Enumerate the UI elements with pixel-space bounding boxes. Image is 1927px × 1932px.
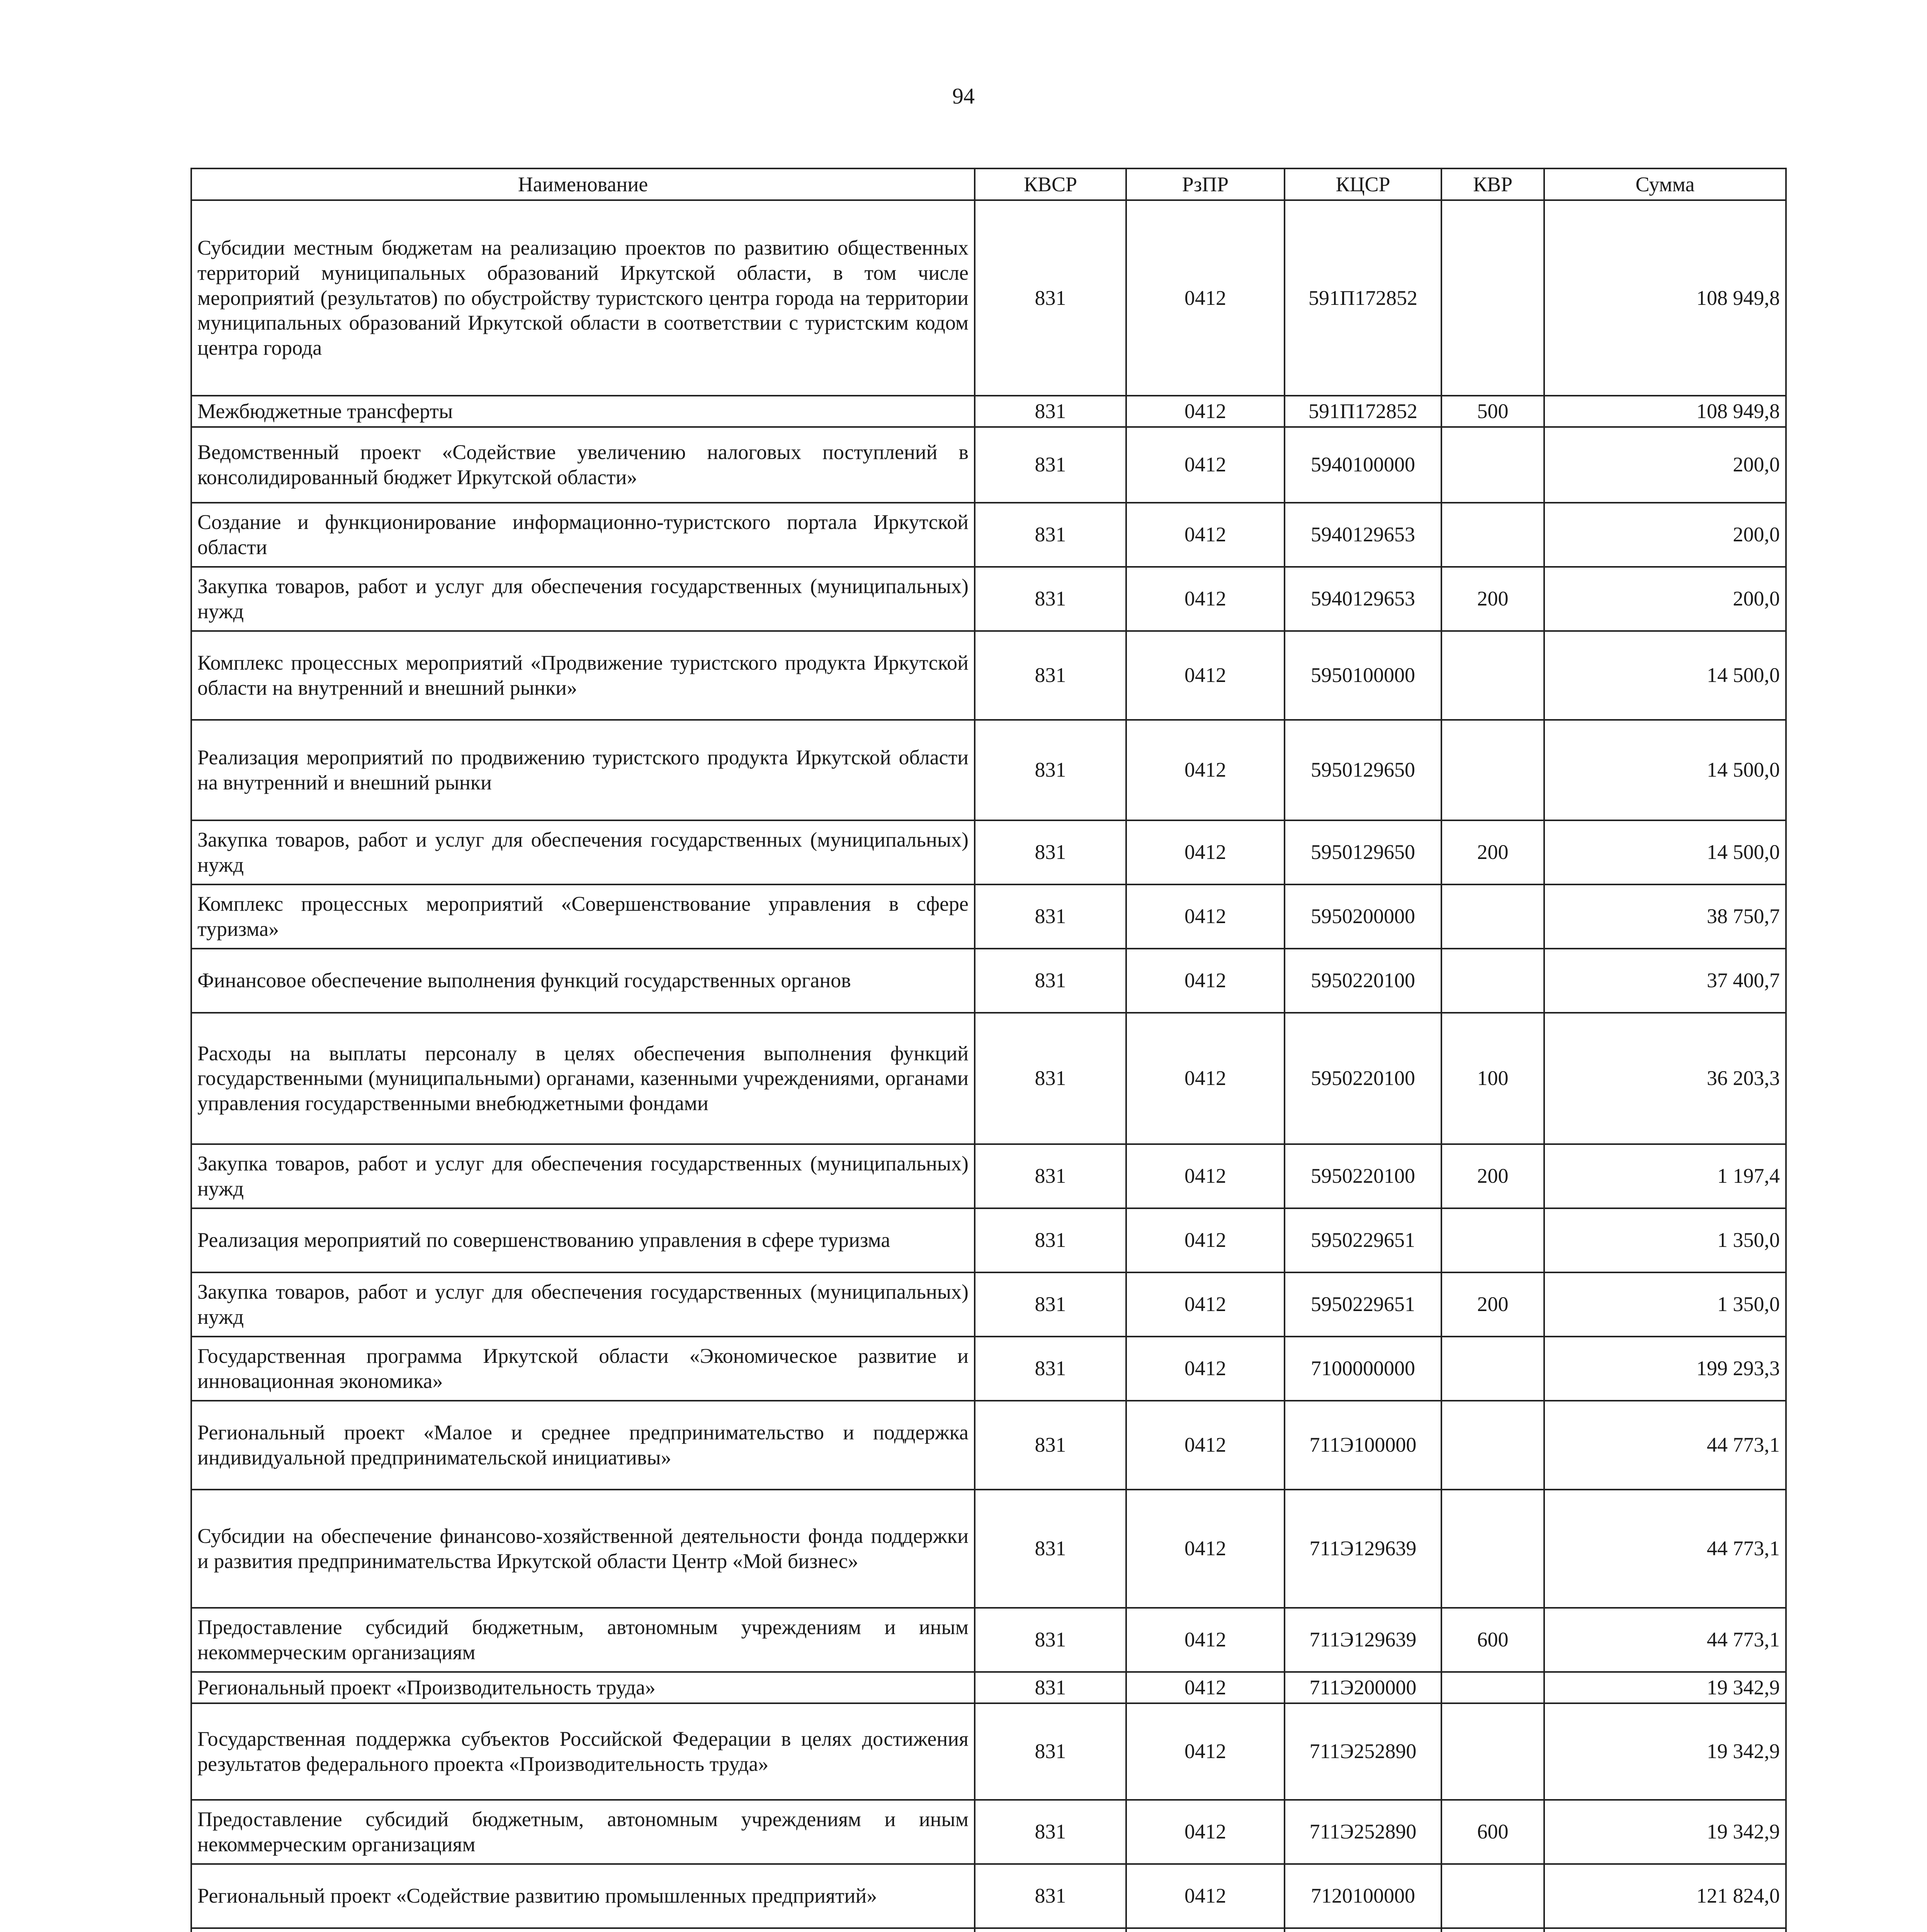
cell-kvsr: 831	[975, 427, 1126, 503]
cell-kcsr: 7120100000	[1285, 1864, 1441, 1928]
cell-name: Закупка товаров, работ и услуг для обеспечения государственных (муниципальных) нужд	[191, 1272, 975, 1337]
cell-kcsr: 591П172852	[1285, 200, 1441, 396]
table-row	[191, 820, 1786, 884]
cell-name: Региональный проект «Содействие развитию промышленных предприятий»	[191, 1864, 975, 1928]
cell-kvr: 600	[1441, 1608, 1544, 1672]
cell-kvsr: 831	[975, 631, 1126, 720]
cell-sum: 38 750,7	[1544, 884, 1786, 949]
table-row	[191, 503, 1786, 567]
cell-kcsr: 711Э252890	[1285, 1703, 1441, 1800]
cell-name: Реализация мероприятий по совершенствованию управления в сфере туризма	[191, 1208, 975, 1272]
cell-kvr	[1441, 1490, 1544, 1608]
cell-name: Региональный проект «Производительность труда»	[191, 1672, 975, 1703]
cell-kvr	[1441, 1928, 1544, 1932]
cell-name: Создание и функционирование информационно-туристского портала Иркутской области	[191, 503, 975, 567]
header-name: Наименование	[191, 168, 975, 200]
cell-kvr: 100	[1441, 1013, 1544, 1144]
cell-kvsr: 831	[975, 1864, 1126, 1928]
cell-kvr: 500	[1441, 396, 1544, 427]
header-row	[191, 168, 1786, 200]
cell-kvsr: 831	[975, 949, 1126, 1013]
table-row	[191, 1800, 1786, 1864]
table-row	[191, 427, 1786, 503]
table-row	[191, 884, 1786, 949]
cell-kvsr	[975, 1928, 1126, 1932]
cell-sum: 19 342,9	[1544, 1672, 1786, 1703]
cell-name: Закупка товаров, работ и услуг для обеспечения государственных (муниципальных) нужд	[191, 1144, 975, 1208]
cell-kvr	[1441, 720, 1544, 820]
cell-kvsr: 831	[975, 820, 1126, 884]
cell-kvr: 200	[1441, 567, 1544, 631]
cell-sum: 36 203,3	[1544, 1013, 1786, 1144]
table-row	[191, 396, 1786, 427]
cell-kvsr: 831	[975, 567, 1126, 631]
cell-kvsr: 831	[975, 1337, 1126, 1401]
cell-kvsr: 831	[975, 200, 1126, 396]
cell-sum: 200,0	[1544, 567, 1786, 631]
cell-sum: 108 949,8	[1544, 200, 1786, 396]
cell-sum: 14 500,0	[1544, 820, 1786, 884]
cell-sum: 200,0	[1544, 503, 1786, 567]
cell-kvr	[1441, 200, 1544, 396]
cell-rzpr: 0412	[1126, 949, 1285, 1013]
table-row	[191, 720, 1786, 820]
cell-kvsr: 831	[975, 884, 1126, 949]
cell-name: Субсидии на обеспечение финансово-хозяйственной деятельности фонда поддержки и развития предпринимательства Иркутской области Центр «Мой бизнес»	[191, 1490, 975, 1608]
cell-rzpr: 0412	[1126, 503, 1285, 567]
cell-rzpr: 0412	[1126, 884, 1285, 949]
table-row	[191, 1928, 1786, 1932]
cell-name: Ведомственный проект «Содействие увеличению налоговых поступлений в консолидированный бюджет Иркутской области»	[191, 427, 975, 503]
cell-kcsr	[1285, 1928, 1441, 1932]
table-row	[191, 1608, 1786, 1672]
cell-sum: 44 773,1	[1544, 1401, 1786, 1490]
cell-kcsr: 711Э252890	[1285, 1800, 1441, 1864]
cell-kvr: 200	[1441, 1144, 1544, 1208]
cell-name	[191, 1928, 975, 1932]
cell-kvr	[1441, 949, 1544, 1013]
cell-rzpr: 0412	[1126, 200, 1285, 396]
header-kvr: КВР	[1441, 168, 1544, 200]
cell-kvsr: 831	[975, 1608, 1126, 1672]
cell-kvsr: 831	[975, 720, 1126, 820]
cell-rzpr: 0412	[1126, 1490, 1285, 1608]
cell-name: Реализация мероприятий по продвижению туристского продукта Иркутской области на внутренний и внешний рынки	[191, 720, 975, 820]
cell-kvsr: 831	[975, 1272, 1126, 1337]
cell-rzpr: 0412	[1126, 1272, 1285, 1337]
table-row	[191, 1401, 1786, 1490]
cell-name: Закупка товаров, работ и услуг для обеспечения государственных (муниципальных) нужд	[191, 820, 975, 884]
header-sum: Сумма	[1544, 168, 1786, 200]
cell-name: Расходы на выплаты персоналу в целях обеспечения выполнения функций государственными (муниципальными) органами, казенными учреждениями, органами управления государственными внебюджетными фондами	[191, 1013, 975, 1144]
table-row	[191, 567, 1786, 631]
cell-kvr	[1441, 503, 1544, 567]
cell-kcsr: 5950100000	[1285, 631, 1441, 720]
cell-rzpr: 0412	[1126, 1703, 1285, 1800]
cell-kcsr: 711Э129639	[1285, 1490, 1441, 1608]
cell-kcsr: 5950220100	[1285, 1144, 1441, 1208]
cell-kcsr: 711Э200000	[1285, 1672, 1441, 1703]
header-rzpr: РзПР	[1126, 168, 1285, 200]
table-row	[191, 1672, 1786, 1703]
cell-rzpr: 0412	[1126, 1800, 1285, 1864]
cell-rzpr: 0412	[1126, 1864, 1285, 1928]
cell-kvr	[1441, 1672, 1544, 1703]
cell-sum: 44 773,1	[1544, 1608, 1786, 1672]
cell-name: Региональный проект «Малое и среднее предпринимательство и поддержка индивидуальной предпринимательской инициативы»	[191, 1401, 975, 1490]
cell-kcsr: 7100000000	[1285, 1337, 1441, 1401]
cell-sum: 19 342,9	[1544, 1703, 1786, 1800]
cell-kcsr: 591П172852	[1285, 396, 1441, 427]
cell-kcsr: 5950229651	[1285, 1208, 1441, 1272]
cell-kvsr: 831	[975, 1800, 1126, 1864]
cell-rzpr: 0412	[1126, 427, 1285, 503]
cell-name: Межбюджетные трансферты	[191, 396, 975, 427]
cell-rzpr	[1126, 1928, 1285, 1932]
cell-name: Комплекс процессных мероприятий «Совершенствование управления в сфере туризма»	[191, 884, 975, 949]
cell-rzpr: 0412	[1126, 1013, 1285, 1144]
cell-kcsr: 5940100000	[1285, 427, 1441, 503]
cell-kvsr: 831	[975, 1144, 1126, 1208]
cell-name: Комплекс процессных мероприятий «Продвижение туристского продукта Иркутской области на внутренний и внешний рынки»	[191, 631, 975, 720]
cell-sum: 44 773,1	[1544, 1490, 1786, 1608]
cell-kvr	[1441, 631, 1544, 720]
cell-kvsr: 831	[975, 396, 1126, 427]
cell-kcsr: 5940129653	[1285, 567, 1441, 631]
header-kcsr: КЦСР	[1285, 168, 1441, 200]
cell-kcsr: 5950129650	[1285, 820, 1441, 884]
cell-kcsr: 5950200000	[1285, 884, 1441, 949]
table-row	[191, 1490, 1786, 1608]
table-row	[191, 949, 1786, 1013]
cell-kvsr: 831	[975, 1703, 1126, 1800]
cell-name: Предоставление субсидий бюджетным, автономным учреждениям и иным некоммерческим организациям	[191, 1608, 975, 1672]
cell-rzpr: 0412	[1126, 631, 1285, 720]
cell-sum: 200,0	[1544, 427, 1786, 503]
cell-rzpr: 0412	[1126, 396, 1285, 427]
cell-rzpr: 0412	[1126, 1144, 1285, 1208]
cell-kvr: 600	[1441, 1800, 1544, 1864]
cell-rzpr: 0412	[1126, 567, 1285, 631]
cell-kvr	[1441, 1864, 1544, 1928]
cell-kvsr: 831	[975, 1401, 1126, 1490]
cell-kcsr: 711Э129639	[1285, 1608, 1441, 1672]
cell-kvsr: 831	[975, 503, 1126, 567]
cell-kvr	[1441, 427, 1544, 503]
cell-rzpr: 0412	[1126, 1208, 1285, 1272]
cell-kvr	[1441, 1208, 1544, 1272]
table-row	[191, 1337, 1786, 1401]
cell-kcsr: 5950229651	[1285, 1272, 1441, 1337]
cell-kvr	[1441, 884, 1544, 949]
cell-name: Субсидии местным бюджетам на реализацию проектов по развитию общественных территорий муниципальных образований Иркутской области, в том числе мероприятий (результатов) по обустройству туристского центра города на территории муниципальных образований Иркутской области в соответствии с туристским кодом центра города	[191, 200, 975, 396]
cell-name: Предоставление субсидий бюджетным, автономным учреждениям и иным некоммерческим организациям	[191, 1800, 975, 1864]
cell-sum: 1 350,0	[1544, 1272, 1786, 1337]
cell-rzpr: 0412	[1126, 720, 1285, 820]
cell-kvsr: 831	[975, 1490, 1126, 1608]
cell-sum: 108 949,8	[1544, 396, 1786, 427]
cell-kvsr: 831	[975, 1672, 1126, 1703]
cell-kvsr: 831	[975, 1013, 1126, 1144]
cell-rzpr: 0412	[1126, 820, 1285, 884]
table-row	[191, 1864, 1786, 1928]
cell-kcsr: 5940129653	[1285, 503, 1441, 567]
cell-sum: 14 500,0	[1544, 631, 1786, 720]
table-row	[191, 1144, 1786, 1208]
table-row	[191, 1272, 1786, 1337]
cell-kcsr: 5950129650	[1285, 720, 1441, 820]
cell-kcsr: 5950220100	[1285, 1013, 1441, 1144]
cell-rzpr: 0412	[1126, 1337, 1285, 1401]
table-row	[191, 631, 1786, 720]
cell-sum: 14 500,0	[1544, 720, 1786, 820]
cell-name: Финансовое обеспечение выполнения функций государственных органов	[191, 949, 975, 1013]
cell-rzpr: 0412	[1126, 1608, 1285, 1672]
cell-sum: 199 293,3	[1544, 1337, 1786, 1401]
cell-kvr	[1441, 1337, 1544, 1401]
page-number: 94	[952, 83, 975, 109]
cell-sum: 37 400,7	[1544, 949, 1786, 1013]
cell-sum: 19 342,9	[1544, 1800, 1786, 1864]
table-row	[191, 1703, 1786, 1800]
cell-name: Государственная программа Иркутской области «Экономическое развитие и инновационная экономика»	[191, 1337, 975, 1401]
header-kvsr: КВСР	[975, 168, 1126, 200]
table-row	[191, 1013, 1786, 1144]
table-row	[191, 1208, 1786, 1272]
cell-kvr: 200	[1441, 820, 1544, 884]
cell-rzpr: 0412	[1126, 1672, 1285, 1703]
cell-kvr: 200	[1441, 1272, 1544, 1337]
cell-name: Государственная поддержка субъектов Российской Федерации в целях достижения результатов федерального проекта «Производительность труда»	[191, 1703, 975, 1800]
cell-kvr	[1441, 1703, 1544, 1800]
cell-sum: 1 197,4	[1544, 1144, 1786, 1208]
cell-sum: 1 350,0	[1544, 1208, 1786, 1272]
cell-kcsr: 711Э100000	[1285, 1401, 1441, 1490]
cell-name: Закупка товаров, работ и услуг для обеспечения государственных (муниципальных) нужд	[191, 567, 975, 631]
cell-rzpr: 0412	[1126, 1401, 1285, 1490]
budget-table	[190, 168, 1787, 1932]
cell-sum: 121 824,0	[1544, 1864, 1786, 1928]
cell-sum	[1544, 1928, 1786, 1932]
cell-kvr	[1441, 1401, 1544, 1490]
cell-kvsr: 831	[975, 1208, 1126, 1272]
table-row	[191, 200, 1786, 396]
cell-kcsr: 5950220100	[1285, 949, 1441, 1013]
